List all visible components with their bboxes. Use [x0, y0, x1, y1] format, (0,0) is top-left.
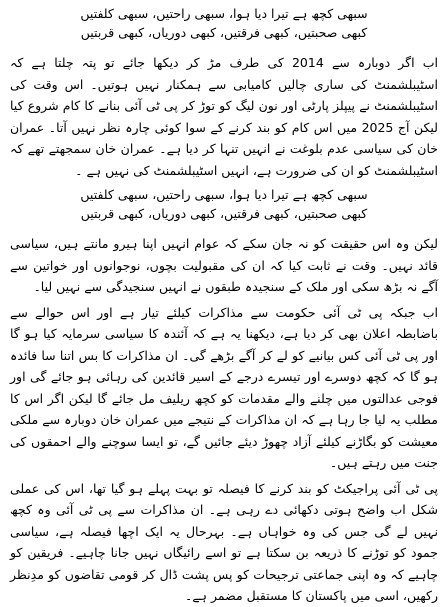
paragraph-4: پی ٹی آئی پراجیکٹ کو بند کرنے کا فیصلہ تو بہت پہلے ہو گیا تھا، اس کی عملی شکل اب واضح ہوتی دکھائی دے رہی ہے۔ ان مذاکرات سے پی ٹی آئی وہ کچھ نہیں لے گی جس کی وہ خواہاں ہے۔ بہرحال یہ ایک اچھا فیصلہ ہے، سیاسی جمود کو توڑنے کا ذریعہ بن سکتا ہے تو اسے رائیگاں نہیں جانا چاہیے۔ فریقین کو چاہیے کہ وہ اپنی جماعتی ترجیحات کو پس پشت ڈال کر قومی تقاضوں کو مدِنظر رکھیں، اسی میں پاکستان کا مستقبل مضمر ہے۔: [10, 480, 438, 603]
poetry-line-1: سبھی کچھ ہے تیرا دیا ہوا، سبھی راحتیں، سبھی کلفتیں: [80, 187, 368, 202]
poetry-couplet-middle: [10, 185, 438, 223]
poetry-line-2: کبھی صحبتیں، کبھی فرقتیں، کبھی دوریاں، کبھی قربتیں: [80, 206, 368, 221]
paragraph-2: لیکن وہ اس حقیقت کو نہ جان سکے کہ عوام انہیں اپنا ہیرو مانتے ہیں، سیاسی قائد نہیں۔ وقت نے ثابت کیا کہ ان کی مقبولیت بچوں، نوجوانوں اور خواتین سے آگے نہ بڑھ سکی اور ملک کے سنجیدہ طبقوں نے انہیں سنجیدگی سے نہیں لیا۔: [10, 236, 438, 294]
paragraph-1: اب اگر دوبارہ سے 2014 کی طرف مڑ کر دیکھا جائے تو پتہ چلتا ہے کہ اسٹیبلشمنٹ کی ساری چالیں کامیابی سے ہمکنار نہیں ہوتیں۔ اس وقت کی اسٹیبلشمنٹ نے پیپلز پارٹی اور نون لیگ کو توڑ کر پی ٹی آئی بنانے کا کام شروع کیا لیکن آج 2025 میں اس کام کو بند کرنے کے سوا کوئی چارہ نظر نہیں آتا۔ عمران خان کی سیاسی عدم بلوغت نے انہیں تنہا کر دیا ہے۔ عمران خان سمجھتے تھے کہ اسٹیبلشمنٹ کو ان کی ضرورت ہے، انہیں اسٹیبلشمنٹ کی نہیں ہے ۔: [10, 55, 438, 178]
poetry-couplet-top: [10, 4, 438, 42]
poetry-line-1: سبھی کچھ ہے تیرا دیا ہوا، سبھی راحتیں، سبھی کلفتیں: [80, 6, 368, 21]
paragraph-3: اب جبکہ پی ٹی آئی حکومت سے مذاکرات کیلئے تیار ہے اور اس حوالے سے باضابطہ اعلان بھی کر دیا ہے، دیکھنا یہ ہے کہ آئندہ کا سیاسی سرمایہ کیا ہو گا اور پی ٹی آئی کس بیانیے کو لے کر آگے بڑھے گی۔ ان مذاکرات کا بس اتنا سا فائدہ ہو گا کہ کچھ دوسرے اور تیسرے درجے کے اسیر قائدین کی رہائی ہو جائے گی اور فوجی عدالتوں میں چلنے والے مقدمات کو کچھ ریلیف مل جائے گا لیکن اگر اس کا مطلب یہ لیا جا رہا ہے کہ ان مذاکرات کے نتیجے میں عمران خان دوبارہ سے ملکی معیشت کو بگاڑنے کیلئے آزاد چھوڑ دیئے جائیں گے، تو ایسا سوچنے والے احمقوں کی جنت میں رہتے ہیں۔: [10, 304, 438, 470]
poetry-line-2: کبھی صحبتیں، کبھی فرقتیں، کبھی دوریاں، کبھی قربتیں: [80, 25, 368, 40]
